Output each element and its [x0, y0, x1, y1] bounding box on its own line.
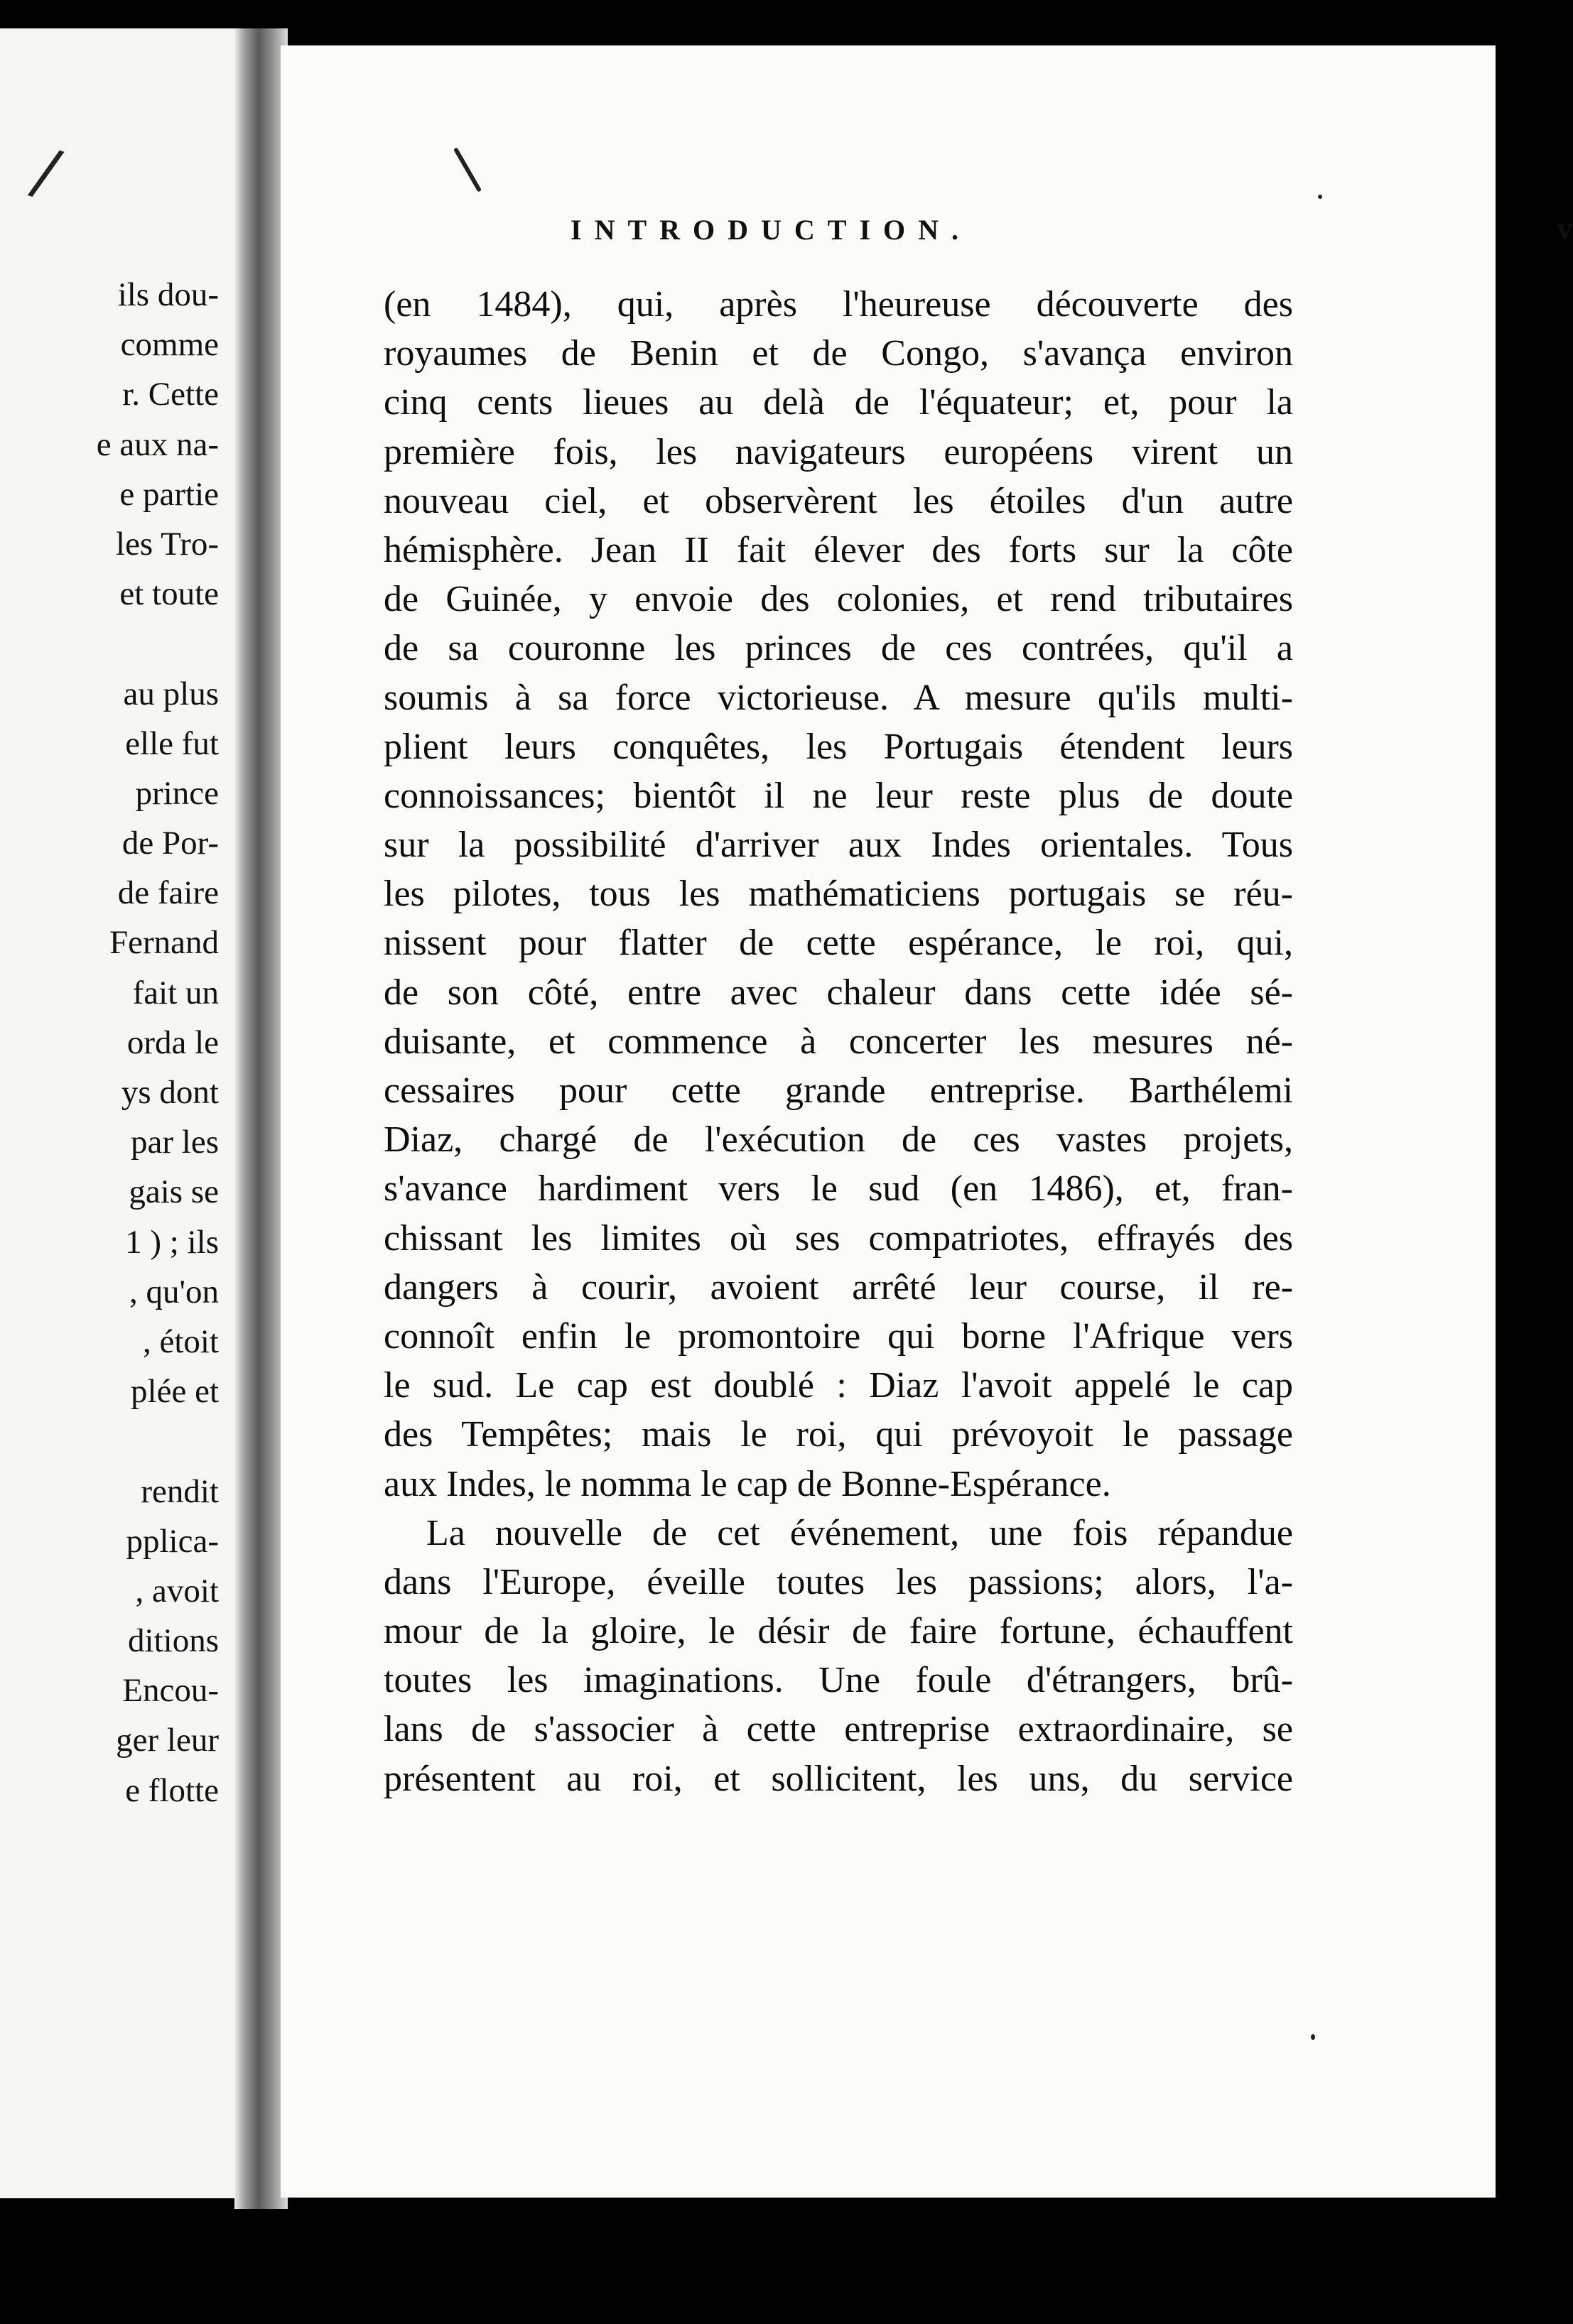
left-line — [97, 619, 219, 668]
left-line: , avoit — [135, 1572, 219, 1609]
left-line: les Tro- — [116, 525, 219, 563]
page-number: v — [1557, 211, 1572, 246]
text-line: s'avance hardiment vers le sud (en 1486), et, fran- — [384, 1168, 1293, 1210]
left-line: par les — [131, 1124, 219, 1161]
ink-speck — [1311, 2034, 1315, 2040]
text-line: de Guinée, y envoie des colonies, et rend tributaires — [384, 579, 1293, 620]
text-line: toutes les imaginations. Une foule d'étrangers, brû- — [384, 1660, 1293, 1701]
text-line: mour de la gloire, le désir de faire fortune, échauffent — [384, 1611, 1293, 1652]
text-line: première fois, les navigateurs européens virent un — [384, 431, 1293, 472]
text-line: hémisphère. Jean II fait élever des forts sur la côte — [384, 529, 1293, 570]
text-line: les pilotes, tous les mathématiciens portugais se réu- — [384, 874, 1293, 915]
text-line: plient leurs conquêtes, les Portugais étendent leurs — [384, 726, 1293, 767]
text-line: cinq cents lieues au delà de l'équateur; et, pour la — [384, 382, 1293, 423]
left-page-text — [97, 270, 219, 1815]
left-line: et toute — [119, 575, 219, 613]
text-line: aux Indes, le nomma le cap de Bonne-Espérance. — [384, 1463, 1111, 1504]
text-line: le sud. Le cap est doublé : Diaz l'avoit appelé le cap — [384, 1365, 1293, 1406]
left-line: ditions — [128, 1622, 219, 1660]
text-line: nissent pour flatter de cette espérance, le roi, qui, — [384, 923, 1293, 964]
left-line: fait un — [132, 974, 219, 1011]
left-line: pplica- — [126, 1522, 219, 1560]
text-line: dangers à courir, avoient arrêté leur course, il re- — [384, 1266, 1293, 1308]
left-line: e flotte — [125, 1771, 219, 1809]
left-line: ger leur — [116, 1722, 219, 1759]
left-line: orda le — [126, 1023, 219, 1061]
left-line: e aux na- — [96, 425, 219, 463]
left-line: 1 ) ; ils — [125, 1223, 219, 1261]
text-line: connoît enfin le promontoire qui borne l'Afrique vers — [384, 1315, 1293, 1357]
left-line: Fernand — [109, 924, 219, 962]
running-head — [571, 211, 1572, 263]
text-line: lans de s'associer à cette entreprise extraordinaire, se — [384, 1709, 1293, 1750]
text-line: La nouvelle de cet événement, une fois répandue — [426, 1512, 1293, 1553]
text-line: sur la possibilité d'arriver aux Indes orientales. Tous — [384, 825, 1293, 866]
left-line — [97, 1416, 219, 1466]
body-text — [384, 280, 1293, 1803]
text-line: duisante, et commence à concerter les mesures né- — [384, 1021, 1293, 1062]
text-line: chissant les limites où ses compatriotes, effrayés des — [384, 1217, 1293, 1259]
ink-speck — [1318, 195, 1322, 199]
text-line: de son côté, entre avec chaleur dans cette idée sé- — [384, 972, 1293, 1013]
book-gutter — [234, 28, 288, 2209]
left-page — [0, 28, 234, 2198]
left-line: Encou- — [122, 1672, 219, 1710]
text-line: des Tempêtes; mais le roi, qui prévoyoit le passage — [384, 1414, 1293, 1455]
left-line: de faire — [117, 874, 219, 912]
left-line: plée et — [131, 1373, 219, 1411]
left-line: rendit — [141, 1472, 219, 1510]
right-page — [281, 45, 1572, 2198]
left-line: e partie — [119, 475, 219, 513]
left-line: prince — [135, 774, 219, 812]
left-line: au plus — [123, 675, 219, 712]
left-line: gais se — [129, 1173, 219, 1211]
text-line: royaumes de Benin et de Congo, s'avança environ — [384, 333, 1293, 374]
left-line: , étoit — [142, 1323, 219, 1360]
ink-speck — [453, 147, 482, 192]
left-line: de Por- — [121, 825, 219, 862]
left-line: ils dou- — [117, 276, 219, 313]
text-line: soumis à sa force victorieuse. A mesure qu'ils multi- — [384, 677, 1293, 718]
left-line: , qu'on — [129, 1273, 219, 1310]
left-line: ys dont — [121, 1074, 219, 1111]
left-page-mark: / — [24, 133, 68, 212]
text-line: connoissances; bientôt il ne leur reste plus de doute — [384, 775, 1293, 816]
left-line: elle fut — [125, 724, 219, 762]
text-line: cessaires pour cette grande entreprise. Barthélemi — [384, 1070, 1293, 1111]
scan-border-bottom — [0, 2230, 1573, 2324]
running-title: INTRODUCTION. — [571, 214, 972, 246]
text-line: nouveau ciel, et observèrent les étoiles d'un autre — [384, 480, 1293, 521]
text-line: Diaz, chargé de l'exécution de ces vastes projets, — [384, 1119, 1293, 1161]
left-line: comme — [120, 326, 219, 364]
text-line: dans l'Europe, éveille toutes les passions; alors, l'a- — [384, 1561, 1293, 1602]
text-line: (en 1484), qui, après l'heureuse découverte des — [384, 284, 1293, 325]
left-line: r. Cette — [122, 376, 219, 413]
text-line: de sa couronne les princes de ces contrées, qu'il a — [384, 628, 1293, 669]
text-line: présentent au roi, et sollicitent, les uns, du service — [384, 1758, 1293, 1799]
